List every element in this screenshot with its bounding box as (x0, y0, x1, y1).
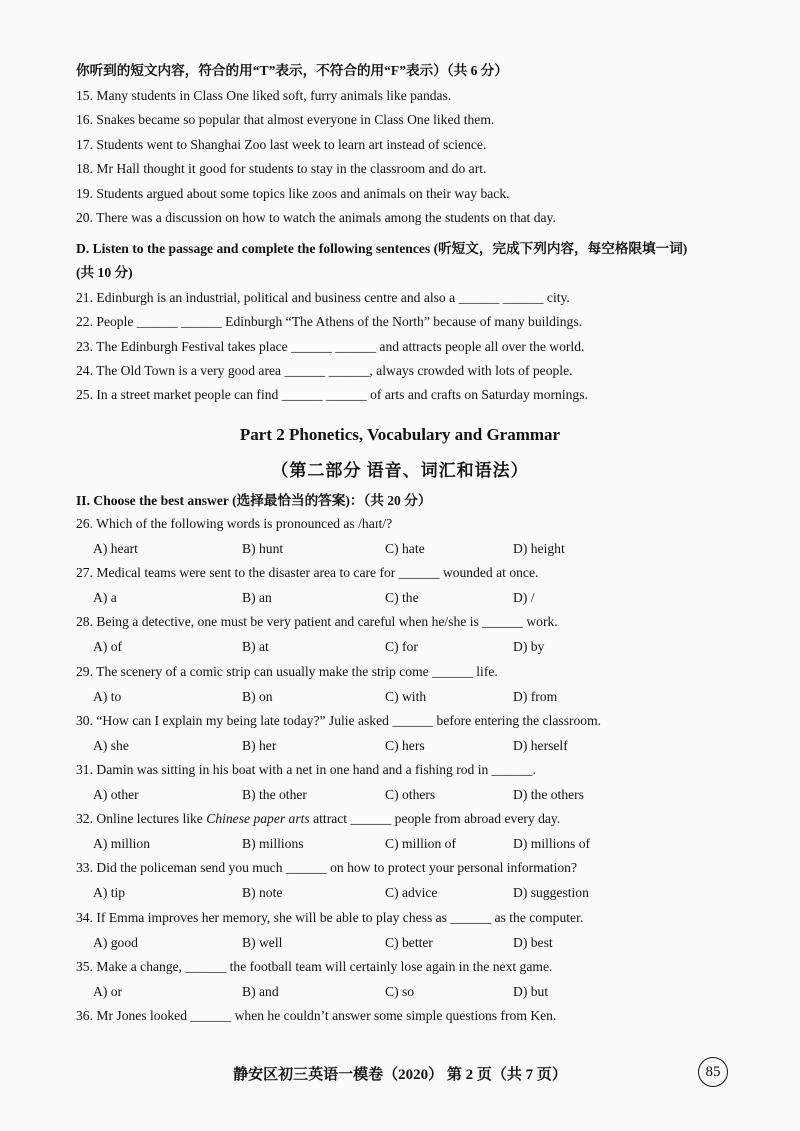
section-ii-title: II. Choose the best answer (选择最恰当的答案)：（共 20 分） (76, 493, 432, 508)
stem-text: 32. Online lectures like (76, 811, 207, 826)
mcq-option: A) heart (93, 541, 138, 556)
mcq-option: B) well (242, 935, 283, 950)
mcq-question-stem: 26. Which of the following words is pronounced as /haɪt/? (76, 516, 393, 531)
mcq-option: B) at (242, 639, 269, 654)
tf-question-18: 18. Mr Hall thought it good for students to stay in the classroom and do art. (76, 161, 487, 176)
mcq-option: A) she (93, 738, 129, 753)
mcq-question-stem: 28. Being a detective, one must be very patient and careful when he/she is ______ work. (76, 614, 558, 629)
mcq-option: D) height (513, 541, 565, 556)
blank-question-22: 22. People ______ ______ Edinburgh “The Athens of the North” because of many buildings. (76, 314, 583, 329)
section-d-title: D. Listen to the passage and complete the following sentences (听短文，完成下列内容，每空格限填一词) (76, 241, 688, 256)
tf-question-15: 15. Many students in Class One liked soft, furry animals like pandas. (76, 88, 452, 103)
mcq-question-stem: 29. The scenery of a comic strip can usually make the strip come ______ life. (76, 664, 498, 679)
page-footer: 静安区初三英语一模卷（2020） 第 2 页（共 7 页） (233, 1067, 567, 1083)
mcq-option: A) a (93, 590, 117, 605)
mcq-option: A) tip (93, 885, 126, 900)
mcq-option: B) on (242, 689, 273, 704)
mcq-option: A) million (93, 836, 151, 851)
mcq-option: D) suggestion (513, 885, 589, 900)
mcq-option: C) with (385, 689, 427, 704)
part2-subtitle: （第二部分 语音、词汇和语法） (271, 461, 529, 480)
mcq-option: D) the others (513, 787, 584, 802)
mcq-option: A) other (93, 787, 139, 802)
tf-question-19: 19. Students argued about some topics like zoos and animals on their way back. (76, 186, 510, 201)
mcq-option: A) to (93, 689, 122, 704)
mcq-option: C) others (385, 787, 436, 802)
mcq-option: A) of (93, 639, 123, 654)
mcq-option: A) good (93, 935, 138, 950)
blank-question-24: 24. The Old Town is a very good area ______ ______, always crowded with lots of people. (76, 363, 573, 378)
stem-text: attract ______ people from abroad every day. (309, 811, 561, 826)
mcq-option: C) hers (385, 738, 425, 753)
blank-question-25: 25. In a street market people can find ______ ______ of arts and crafts on Saturday mornings. (76, 387, 588, 402)
mcq-question-stem: 33. Did the policeman send you much ______ on how to protect your personal information? (76, 860, 577, 875)
mcq-option: D) from (513, 689, 558, 704)
blank-question-21: 21. Edinburgh is an industrial, political and business centre and also a ______ ______ city. (76, 290, 570, 305)
tf-question-16: 16. Snakes became so popular that almost everyone in Class One liked them. (76, 112, 495, 127)
mcq-question-stem: 27. Medical teams were sent to the disaster area to care for ______ wounded at once. (76, 565, 539, 580)
mcq-question-stem: 34. If Emma improves her memory, she will be able to play chess as ______ as the computer. (76, 910, 584, 925)
mcq-option: B) hunt (242, 541, 284, 556)
mcq-option: D) best (513, 935, 553, 950)
mcq-option: D) herself (513, 738, 568, 753)
page-number-badge: 85 (698, 1057, 728, 1087)
mcq-option: B) and (242, 984, 279, 999)
mcq-option: C) hate (385, 541, 425, 556)
mcq-option: B) the other (242, 787, 307, 802)
section-d-score: (共 10 分) (76, 265, 133, 280)
mcq-option: D) by (513, 639, 545, 654)
part2-title: Part 2 Phonetics, Vocabulary and Grammar (239, 425, 561, 444)
mcq-option: C) the (385, 590, 419, 605)
stem-italic-title: Chinese paper arts (206, 811, 310, 826)
tf-question-17: 17. Students went to Shanghai Zoo last week to learn art instead of science. (76, 137, 487, 152)
mcq-option: C) better (385, 935, 433, 950)
mcq-option: C) advice (385, 885, 438, 900)
mcq-option: B) an (242, 590, 272, 605)
mcq-option: C) for (385, 639, 418, 654)
mcq-option: C) so (385, 984, 415, 999)
mcq-option: C) million of (385, 836, 456, 851)
mcq-option: D) millions of (513, 836, 591, 851)
mcq-question-stem: 30. “How can I explain my being late today?” Julie asked ______ before entering the classroom. (76, 713, 602, 728)
mcq-question-stem: 36. Mr Jones looked ______ when he couldn’t answer some simple questions from Ken. (76, 1008, 557, 1023)
mcq-option: D) but (513, 984, 549, 999)
tf-instruction: 你听到的短文内容，符合的用“T”表示，不符合的用“F”表示）（共 6 分） (76, 63, 508, 78)
tf-question-20: 20. There was a discussion on how to watch the animals among the students on that day. (76, 210, 556, 225)
mcq-option: A) or (93, 984, 123, 999)
mcq-option: D) / (513, 590, 535, 605)
blank-question-23: 23. The Edinburgh Festival takes place ______ ______ and attracts people all over the world. (76, 339, 585, 354)
mcq-question-stem: 31. Damin was sitting in his boat with a net in one hand and a fishing rod in ______. (76, 762, 536, 777)
mcq-question-stem: 35. Make a change, ______ the football team will certainly lose again in the next game. (76, 959, 553, 974)
mcq-question-stem (76, 810, 560, 828)
mcq-option: B) millions (242, 836, 304, 851)
mcq-option: B) note (242, 885, 283, 900)
mcq-option: B) her (242, 738, 277, 753)
